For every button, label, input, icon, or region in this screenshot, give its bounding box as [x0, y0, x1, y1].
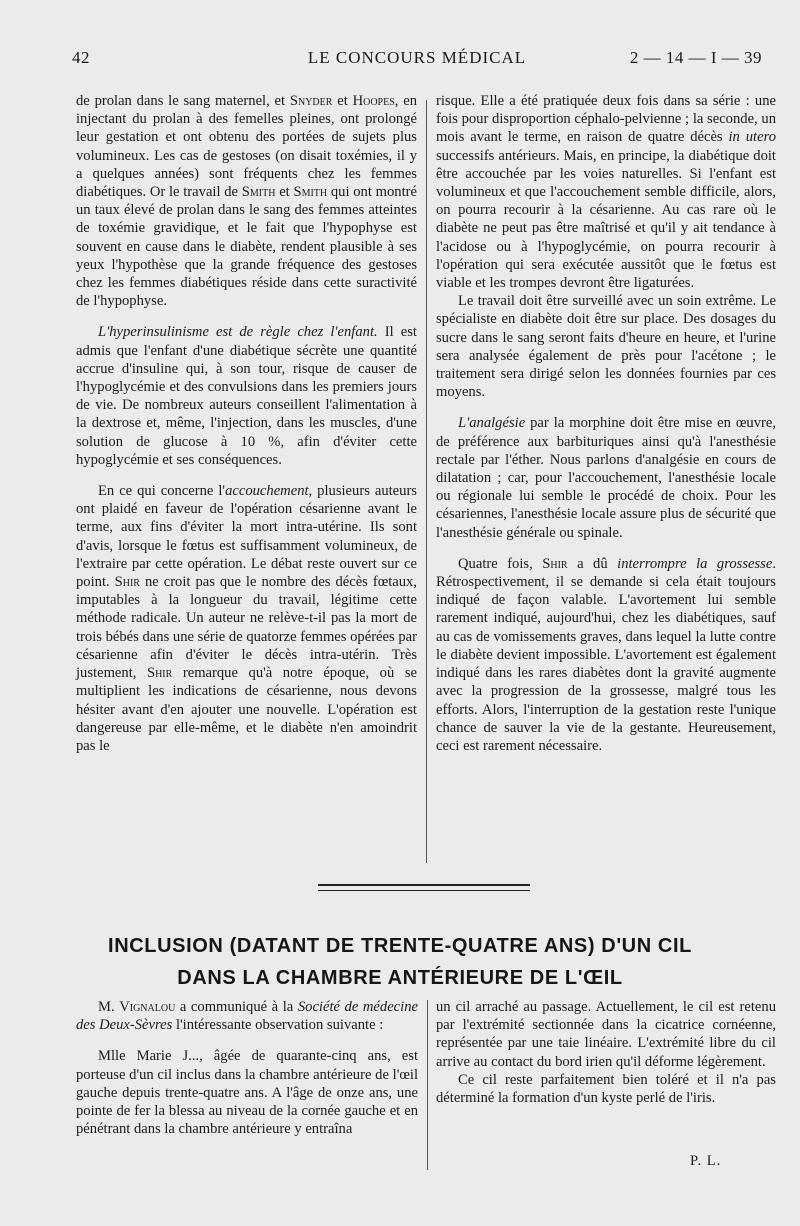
section-lead: L'analgésie	[458, 415, 526, 432]
text: risque. Elle a été pratiquée deux fois dans sa série : une fois pour disproportion céphalo-pelvienne ; la seconde, un mois avant le terme, en raison de quatre décès	[436, 93, 776, 146]
paragraph-case: Mlle Marie J..., âgée de quarante-cinq ans, est porteuse d'un cil inclus dans la chambre antérieure de l'œil gauche depuis trente-quatre ans. A l'âge de onze ans, une pointe de fer la blessa au niveau de la cornée gauche et en pénétrant dans la chambre antérieure y entraîna	[76, 1048, 418, 1138]
paragraph-intro	[76, 998, 418, 1034]
paragraph-interruption	[436, 555, 776, 755]
author-name: Smith	[241, 184, 276, 201]
column-rule	[427, 1000, 428, 1170]
text: l'intéressante observation suivante :	[172, 1017, 384, 1034]
article-title-line-2: DANS LA CHAMBRE ANTÉRIEURE DE L'ŒIL	[177, 967, 623, 989]
author-name: Snyder	[289, 93, 333, 109]
author-name: Hoopes	[352, 93, 395, 109]
text: , plusieurs auteurs ont plaidé en faveur de l'opération césarienne avant le terme, aux fins d'éviter la mort intra-utérine. Ils sont d'avis, lorsque le fœtus est suffisamment volumineux, de l'extraire par cette opération. Le débat reste ouvert sur ce point.	[76, 483, 417, 591]
author-name: Shir	[146, 665, 173, 682]
author-name: Shir	[114, 574, 140, 591]
text: remarque qu'à notre époque, où se multiplient les indications de césarienne, nous devons hésiter avant d'en ajouter une nouvelle. L'opération est dangereuse par elle-même, et le diabète n'en amoindrit pas le	[76, 665, 417, 754]
paragraph-prolan	[76, 92, 417, 310]
society-name: Société de médecine des Deux-Sèvres	[76, 999, 418, 1034]
section-lead: L'hyperinsulinisme est de règle chez l'enfant.	[98, 324, 378, 341]
column-bottom-left	[76, 998, 418, 1138]
author-name: Smith	[293, 184, 328, 201]
text: Il est admis que l'enfant d'une diabétique sécrète une quantité accrue d'insuline qui, à son tour, risque de causer de l'hypoglycémie et des convulsions dans les premiers jours de vie. De nombreux auteurs conseillent l'alimentation à la dextrose et, même, l'injection, dans les muscles, d'une solution de glucose à 10 %, afin d'éviter cette hypoglycémie et ses conséquences.	[76, 324, 417, 468]
text: et	[332, 93, 353, 109]
author-name: Shir	[542, 555, 568, 572]
issue-date: 2 — 14 — I — 39	[629, 48, 762, 67]
text: de prolan dans le sang maternel, et	[76, 93, 290, 109]
journal-title: LE CONCOURS MÉDICAL	[307, 48, 527, 67]
text: En ce qui concerne l'	[98, 483, 226, 500]
paragraph-hyperinsulinisme	[76, 323, 417, 469]
emphasis: interrompre la grossesse	[617, 555, 773, 572]
paragraph-analgesie	[436, 414, 776, 541]
text: ne croit pas que le nombre des décès fœtaux, imputables à la longueur du travail, légitime cette méthode radicale. Un auteur ne relève-t-il pas la mort de trois bébés dans une série de quatorze femmes opérées par césarienne afin d'éviter le décès intra-utérin. Très justement,	[76, 574, 418, 682]
author-name: Vignalou	[119, 999, 176, 1015]
paragraph-accouchement	[76, 482, 417, 755]
text: . Rétrospectivement, il se demande si cela était toujours indiqué de façon valable. L'avortement lui semble rarement indiqué, aujourd'hui, chez les diabétiques, sauf au cas de vomissements graves, dans lequel la lutte contre le diabète devient impossible. L'avortement est également indiqué dans les rares diabètes dont la gravité augmente avec la progression de la grossesse, malgré tous les efforts. Alors, l'interruption de la gestation reste l'unique chance de sauver la vie de la gestante. Heureusement, ceci est rarement nécessaire.	[436, 555, 776, 754]
page-number: 42	[72, 48, 90, 67]
text: et	[275, 184, 294, 201]
text: a communiqué à la	[175, 999, 298, 1015]
emphasis: in utero	[728, 129, 777, 146]
text: M.	[98, 999, 120, 1015]
column-bottom-right	[436, 998, 776, 1107]
text: par la morphine doit être mise en œuvre, de préférence aux barbituriques ainsi qu'à l'anesthésie rectale par l'éther. Nous parlons d'analgésie en cours de dilatation ; car, pour l'accouchement, l'anesthésie locale ou régionale lui semble le procédé de choix. Pour les césariennes, l'anesthésie locale assure plus de sécurité que l'anesthésie générale ou spinale.	[436, 415, 776, 541]
text: , en injectant du prolan à des femelles pleines, ont prolongé leur gestation et ont obtenu des portées de sujets plus volumineux. Les cas de gestoses (on disait toxémies, il y a quelques années) sont fréquents chez les femmes diabétiques. Or le travail de	[76, 93, 417, 201]
paragraph-conclusion: Ce cil reste parfaitement bien toléré et il n'a pas déterminé la formation d'un kyste perlé de l'iris.	[436, 1071, 776, 1107]
emphasis: accouchement	[225, 483, 309, 500]
author-signature: P. L.	[690, 1153, 722, 1169]
paragraph-case-continued: un cil arraché au passage. Actuellement, le cil est retenu par l'extrémité sectionnée dans la cicatrice cornéenne, représentée par une taie linéaire. L'extrémité libre du cil arrive au contact du bord irien qu'il déforme légèrement.	[436, 999, 776, 1070]
article-title-line-1: INCLUSION (DATANT DE TRENTE-QUATRE ANS) D'UN CIL	[108, 935, 692, 957]
paragraph-risque	[436, 92, 776, 292]
text: qui ont montré un taux élevé de prolan dans le sang des femmes atteintes de toxémie gravidique, et le fait que l'hypophyse est souvent en cause dans le diabète, rendent plausible à ses yeux l'hypothèse que la grande fréquence des gestoses chez les femmes diabétiques réside dans cette suractivité de l'hypophyse.	[76, 184, 417, 310]
text: successifs antérieurs. Mais, en principe, la diabétique doit être accouchée par les voies naturelles. Si l'enfant est volumineux et que l'accouchement semble difficile, alors, on pourra recourir à la césarienne. Au cas rare où le diabète ne peut pas être maîtrisé et qu'il y ait tendance à l'acidose ou à l'hypoglycémie, on pourra recourir à l'opération qui sera exécutée aussitôt que le fœtus est viable et les trompes devront être ligaturées.	[436, 147, 776, 292]
column-rule	[426, 100, 427, 863]
column-top-right	[436, 92, 776, 755]
column-top-left	[76, 92, 417, 755]
text: a dû	[567, 555, 618, 572]
text: Quatre fois,	[458, 555, 543, 572]
running-head	[72, 48, 762, 72]
section-divider	[318, 884, 530, 891]
paragraph-travail: Le travail doit être surveillé avec un soin extrême. Le spécialiste en diabète doit être sur place. Des dosages du sucre dans le sang seront faits d'heure en heure, et l'urine sera analysée également de près pour l'acétone ; le traitement sera dirigé selon les données fournies par ces moyens.	[436, 293, 776, 401]
article-title	[60, 930, 740, 994]
